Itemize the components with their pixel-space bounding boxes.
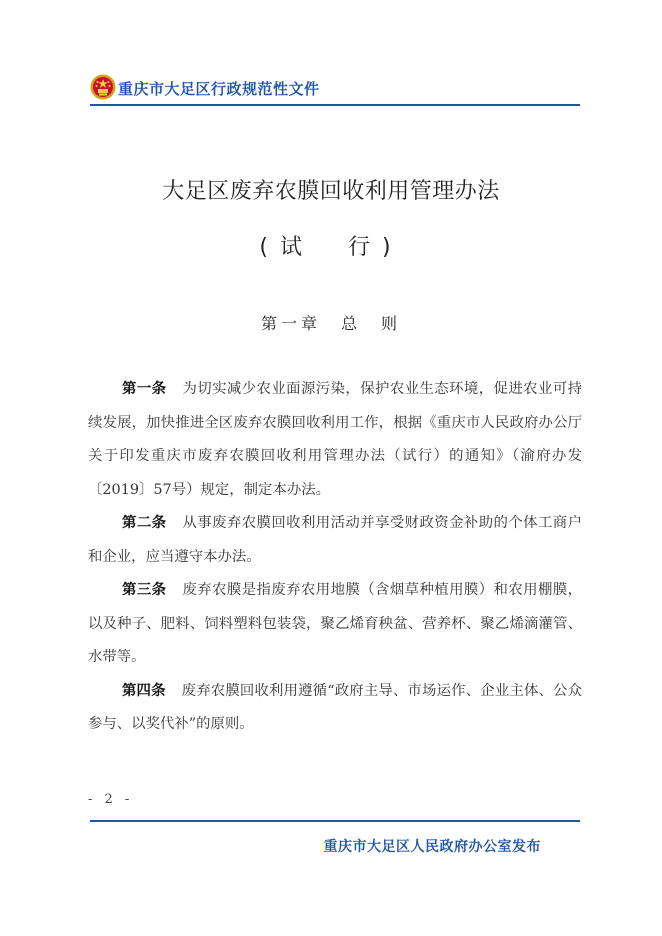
article <box>88 373 582 507</box>
header-divider <box>90 104 580 106</box>
article-title: 第三条 <box>122 582 167 598</box>
article-text: 为切实减少农业面源污染，保护农业生态环境，促进农业可持续发展，加快推进全区废弃农膜回收利用工作，根据《重庆市人民政府办公厅关于印发重庆市废弃农膜回收利用管理办法（试行）的通知》（渝府办发〔2019〕57号）规定，制定本办法。 <box>88 381 582 498</box>
document-subtitle: (试 行) <box>259 235 403 260</box>
article-title: 第四条 <box>122 682 166 699</box>
article <box>88 574 582 675</box>
article <box>88 675 582 742</box>
document-header <box>90 72 580 104</box>
article-title: 第一条 <box>122 381 167 397</box>
article-text: 废弃农膜回收利用遵循“政府主导、市场运作、企业主体、公众参与、以奖代补”的原则。 <box>88 682 582 732</box>
footer-divider <box>90 820 580 822</box>
article-text: 废弃农膜是指废弃农用地膜（含烟草种植用膜）和农用棚膜，以及种子、肥料、饲料塑料包装袋，聚乙烯育秧盆、营养杯、聚乙烯滴灌管、水带等。 <box>88 582 582 665</box>
national-emblem-icon <box>90 74 116 100</box>
header-title: 重庆市大足区行政规范性文件 <box>118 80 320 98</box>
document-title: 大足区废弃农膜回收利用管理办法 <box>162 179 500 204</box>
article-title: 第二条 <box>122 515 167 531</box>
footer-publisher: 重庆市大足区人民政府办公室发布 <box>323 839 541 855</box>
document-body <box>88 373 582 742</box>
article-text: 从事废弃农膜回收利用活动并享受财政资金补助的个体工商户和企业，应当遵守本办法。 <box>88 515 582 565</box>
page-number: - 2 - <box>88 792 134 807</box>
article <box>88 507 582 574</box>
chapter-heading: 第一章 总 则 <box>260 314 401 333</box>
